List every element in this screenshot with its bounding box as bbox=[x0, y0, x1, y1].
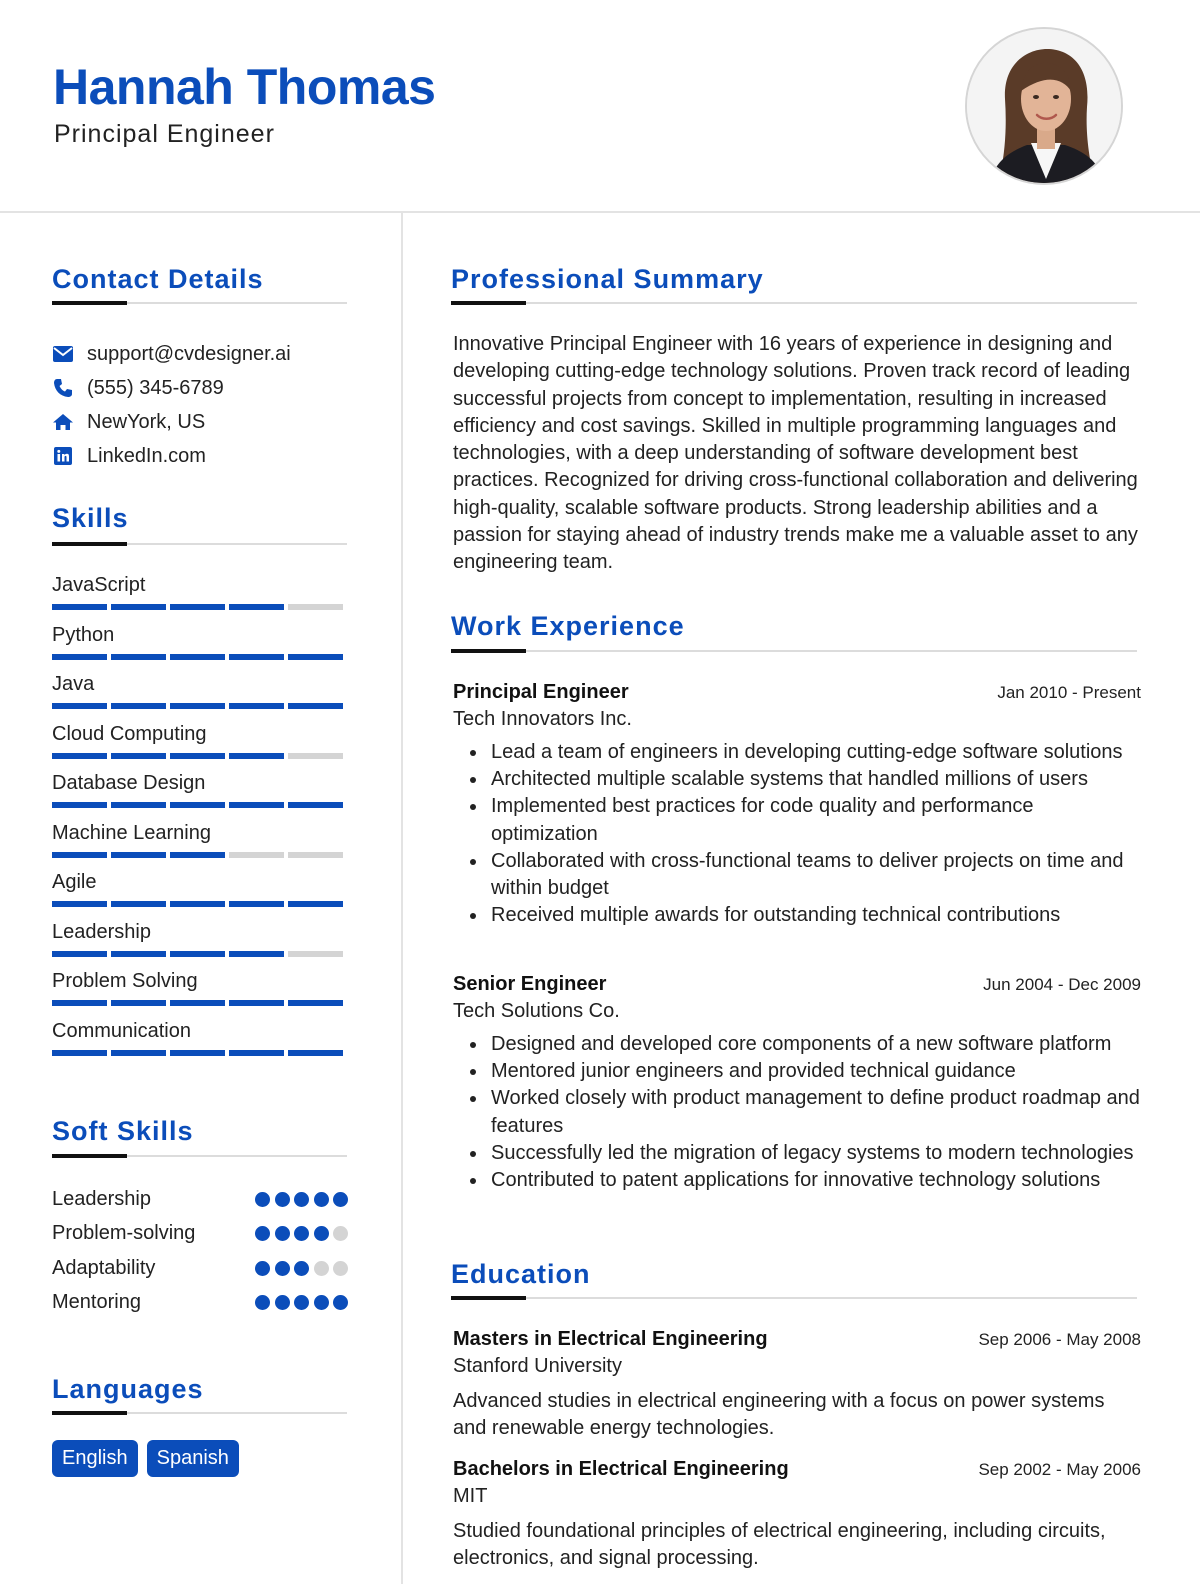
skill-name: Machine Learning bbox=[52, 821, 211, 844]
summary-section-title: Professional Summary bbox=[451, 264, 764, 294]
job-bullet: Mentored junior engineers and provided technical guidance bbox=[453, 1058, 1143, 1085]
soft-skill-item bbox=[52, 1286, 348, 1321]
skill-segment-filled bbox=[170, 1000, 225, 1006]
rating-dot-filled bbox=[255, 1261, 270, 1276]
skill-segment-filled bbox=[170, 753, 225, 759]
skill-level-bar bbox=[52, 703, 347, 709]
rating-dot-filled bbox=[294, 1226, 309, 1241]
skill-segment-filled bbox=[170, 604, 225, 610]
job-title: Senior Engineer bbox=[453, 973, 607, 995]
skill-segment-filled bbox=[229, 703, 284, 709]
contact-section-rule bbox=[52, 302, 347, 304]
skill-segment-filled bbox=[229, 604, 284, 610]
languages-section-title: Languages bbox=[52, 1374, 204, 1404]
education-degree: Bachelors in Electrical Engineering bbox=[453, 1458, 789, 1480]
rating-dot-filled bbox=[255, 1295, 270, 1310]
skill-level-bar bbox=[52, 753, 347, 759]
soft-skill-rating bbox=[251, 1295, 349, 1310]
job-bullet: Collaborated with cross-functional teams to deliver projects on time and within budget bbox=[453, 848, 1143, 902]
rating-dot-empty bbox=[333, 1261, 348, 1276]
languages-section-rule bbox=[52, 1412, 347, 1414]
skill-name: Problem Solving bbox=[52, 970, 198, 992]
job-bullets bbox=[453, 1031, 1143, 1194]
skill-level-bar bbox=[52, 802, 347, 808]
skill-segment-filled bbox=[288, 1000, 343, 1006]
skill-segment-filled bbox=[111, 951, 166, 957]
education-description: Advanced studies in electrical engineering with a focus on power systems and renewable energy technologies. bbox=[453, 1390, 1105, 1439]
job-entry bbox=[453, 679, 1143, 929]
skill-item bbox=[52, 868, 348, 918]
job-company: Tech Solutions Co. bbox=[453, 1000, 620, 1022]
rating-dot-filled bbox=[314, 1295, 329, 1310]
job-bullet: Designed and developed core components of a new software platform bbox=[453, 1031, 1143, 1058]
skill-segment-filled bbox=[52, 703, 107, 709]
rating-dot-filled bbox=[275, 1226, 290, 1241]
skill-segment-filled bbox=[111, 802, 166, 808]
skill-item bbox=[52, 769, 348, 819]
candidate-role: Principal Engineer bbox=[54, 120, 275, 148]
soft-skills-section-rule bbox=[52, 1155, 347, 1157]
resume-header bbox=[0, 0, 1200, 213]
skill-segment-filled bbox=[170, 901, 225, 907]
experience-section-rule bbox=[451, 650, 1137, 652]
skill-level-bar bbox=[52, 852, 347, 858]
candidate-name: Hannah Thomas bbox=[53, 59, 436, 115]
rating-dot-filled bbox=[275, 1192, 290, 1207]
rating-dot-filled bbox=[333, 1295, 348, 1310]
envelope-icon bbox=[52, 343, 74, 365]
skill-segment-filled bbox=[288, 654, 343, 660]
summary-section-rule bbox=[451, 302, 1137, 304]
skill-item bbox=[52, 670, 348, 720]
skill-segment-filled bbox=[52, 852, 107, 858]
job-title: Principal Engineer bbox=[453, 681, 629, 703]
languages-list bbox=[52, 1440, 248, 1477]
skill-name: JavaScript bbox=[52, 574, 146, 596]
rating-dot-empty bbox=[314, 1261, 329, 1276]
skill-name: Leadership bbox=[52, 920, 151, 943]
phone-icon bbox=[52, 377, 74, 399]
soft-skill-name: Mentoring bbox=[52, 1291, 141, 1314]
skill-item bbox=[52, 621, 348, 671]
contact-linkedin-text: LinkedIn.com bbox=[87, 444, 206, 467]
skill-segment-filled bbox=[229, 802, 284, 808]
skill-segment-filled bbox=[170, 1050, 225, 1056]
education-section-title: Education bbox=[451, 1259, 591, 1289]
job-bullet: Received multiple awards for outstanding technical contributions bbox=[453, 902, 1143, 929]
job-dates: Jan 2010 - Present bbox=[997, 683, 1141, 702]
skill-level-bar bbox=[52, 654, 347, 660]
language-badge: English bbox=[52, 1440, 138, 1477]
skill-segment-filled bbox=[111, 901, 166, 907]
skill-segment-filled bbox=[229, 901, 284, 907]
profile-photo bbox=[965, 27, 1123, 185]
column-divider bbox=[401, 213, 403, 1584]
contact-email[interactable] bbox=[52, 337, 291, 371]
job-bullet: Lead a team of engineers in developing cutting-edge software solutions bbox=[453, 739, 1143, 766]
rating-dot-filled bbox=[275, 1261, 290, 1276]
rating-dot-filled bbox=[314, 1226, 329, 1241]
skill-segment-empty bbox=[288, 753, 343, 759]
skill-segment-filled bbox=[111, 654, 166, 660]
skill-segment-filled bbox=[288, 802, 343, 808]
skill-segment-filled bbox=[52, 604, 107, 610]
contact-list bbox=[52, 337, 291, 473]
job-bullet: Implemented best practices for code quality and performance optimization bbox=[453, 793, 1143, 847]
skill-segment-filled bbox=[229, 1000, 284, 1006]
skill-item bbox=[52, 819, 348, 869]
skill-segment-empty bbox=[288, 604, 343, 610]
skill-segment-filled bbox=[52, 802, 107, 808]
skill-item bbox=[52, 967, 348, 1017]
home-icon bbox=[52, 411, 74, 433]
skill-segment-empty bbox=[288, 852, 343, 858]
education-description: Studied foundational principles of electrical engineering, including circuits, electronics, and signal processing. bbox=[453, 1520, 1106, 1569]
soft-skill-name: Problem-solving bbox=[52, 1222, 196, 1245]
skill-segment-filled bbox=[52, 753, 107, 759]
education-dates: Sep 2006 - May 2008 bbox=[978, 1330, 1141, 1349]
soft-skill-item bbox=[52, 1217, 348, 1252]
job-bullet: Successfully led the migration of legacy systems to modern technologies bbox=[453, 1140, 1143, 1167]
skills-list bbox=[52, 571, 348, 1066]
skill-segment-filled bbox=[288, 901, 343, 907]
job-bullets bbox=[453, 739, 1143, 929]
contact-section-title: Contact Details bbox=[52, 264, 264, 294]
skill-segment-filled bbox=[52, 1000, 107, 1006]
skill-name: Java bbox=[52, 673, 95, 695]
job-bullet: Contributed to patent applications for innovative technology solutions bbox=[453, 1167, 1143, 1194]
education-school: MIT bbox=[453, 1485, 488, 1507]
skill-segment-filled bbox=[111, 1000, 166, 1006]
skill-level-bar bbox=[52, 1000, 347, 1006]
skill-segment-filled bbox=[111, 604, 166, 610]
rating-dot-filled bbox=[255, 1192, 270, 1207]
job-entry bbox=[453, 971, 1143, 1194]
skill-segment-filled bbox=[111, 703, 166, 709]
skills-section-rule bbox=[52, 543, 347, 545]
contact-location-text: NewYork, US bbox=[87, 410, 206, 433]
rating-dot-empty bbox=[333, 1226, 348, 1241]
skill-name: Agile bbox=[52, 871, 97, 893]
contact-email-text: support@cvdesigner.ai bbox=[87, 342, 291, 365]
rating-dot-filled bbox=[255, 1226, 270, 1241]
skill-segment-filled bbox=[229, 1050, 284, 1056]
skill-level-bar bbox=[52, 901, 347, 907]
summary-text: Innovative Principal Engineer with 16 years of experience in designing and developing cutting-edge technology solutions. Proven track record of leading successful projects from concept to implementation, resulting in increased efficiency and cost savings. Skilled in multiple programming languages and technologies, with a deep understanding of software development best practices. Recognized for driving cross-functional collaboration and delivering high-quality, scalable software products. Strong leadership abilities and a passion for staying ahead of industry trends make me a valuable asset to any engineering team. bbox=[453, 333, 1138, 574]
soft-skill-item bbox=[52, 1182, 348, 1217]
skill-segment-filled bbox=[52, 951, 107, 957]
skill-name: Database Design bbox=[52, 772, 206, 794]
education-section-rule bbox=[451, 1297, 1137, 1299]
rating-dot-filled bbox=[333, 1192, 348, 1207]
skill-item bbox=[52, 1017, 348, 1067]
soft-skill-rating bbox=[251, 1226, 349, 1241]
skill-segment-filled bbox=[52, 654, 107, 660]
education-school: Stanford University bbox=[453, 1355, 622, 1377]
skill-segment-filled bbox=[170, 852, 225, 858]
skill-level-bar bbox=[52, 1050, 347, 1056]
skill-name: Cloud Computing bbox=[52, 722, 207, 745]
skill-name: Python bbox=[52, 623, 115, 646]
contact-phone-text: (555) 345-6789 bbox=[87, 376, 224, 399]
skill-segment-empty bbox=[288, 951, 343, 957]
skill-segment-empty bbox=[229, 852, 284, 858]
soft-skills-list bbox=[52, 1182, 348, 1320]
soft-skill-name: Adaptability bbox=[52, 1256, 156, 1279]
education-dates: Sep 2002 - May 2006 bbox=[978, 1460, 1141, 1479]
skill-segment-filled bbox=[288, 1050, 343, 1056]
skill-segment-filled bbox=[111, 1050, 166, 1056]
skills-section-title: Skills bbox=[52, 503, 129, 533]
skill-segment-filled bbox=[170, 802, 225, 808]
skill-segment-filled bbox=[229, 951, 284, 957]
contact-location bbox=[52, 405, 291, 439]
skill-item bbox=[52, 720, 348, 770]
education-entry bbox=[453, 1326, 1143, 1442]
soft-skills-section-title: Soft Skills bbox=[52, 1116, 194, 1146]
soft-skill-item bbox=[52, 1251, 348, 1286]
rating-dot-filled bbox=[275, 1295, 290, 1310]
skill-item bbox=[52, 571, 348, 621]
skill-segment-filled bbox=[170, 703, 225, 709]
rating-dot-filled bbox=[294, 1295, 309, 1310]
contact-linkedin[interactable] bbox=[52, 439, 291, 473]
soft-skill-rating bbox=[251, 1192, 349, 1207]
rating-dot-filled bbox=[294, 1261, 309, 1276]
education-degree: Masters in Electrical Engineering bbox=[453, 1328, 768, 1350]
skill-level-bar bbox=[52, 951, 347, 957]
skill-segment-filled bbox=[170, 654, 225, 660]
skill-segment-filled bbox=[111, 852, 166, 858]
profile-photo-illustration bbox=[967, 29, 1123, 185]
education-entry bbox=[453, 1456, 1143, 1572]
skill-level-bar bbox=[52, 604, 347, 610]
job-company: Tech Innovators Inc. bbox=[453, 708, 632, 730]
skill-segment-filled bbox=[52, 901, 107, 907]
soft-skill-name: Leadership bbox=[52, 1187, 151, 1210]
skill-segment-filled bbox=[229, 753, 284, 759]
experience-section-title: Work Experience bbox=[451, 611, 685, 641]
job-bullet: Architected multiple scalable systems that handled millions of users bbox=[453, 766, 1143, 793]
rating-dot-filled bbox=[314, 1192, 329, 1207]
skill-segment-filled bbox=[111, 753, 166, 759]
skill-segment-filled bbox=[170, 951, 225, 957]
contact-phone[interactable] bbox=[52, 371, 291, 405]
soft-skill-rating bbox=[251, 1261, 349, 1276]
rating-dot-filled bbox=[294, 1192, 309, 1207]
language-badge: Spanish bbox=[147, 1440, 239, 1477]
skill-segment-filled bbox=[288, 703, 343, 709]
job-dates: Jun 2004 - Dec 2009 bbox=[983, 975, 1141, 994]
skill-name: Communication bbox=[52, 1019, 191, 1042]
skill-segment-filled bbox=[52, 1050, 107, 1056]
linkedin-icon bbox=[52, 445, 74, 467]
skill-item bbox=[52, 918, 348, 968]
skill-segment-filled bbox=[229, 654, 284, 660]
job-bullet: Worked closely with product management to define product roadmap and features bbox=[453, 1085, 1143, 1139]
